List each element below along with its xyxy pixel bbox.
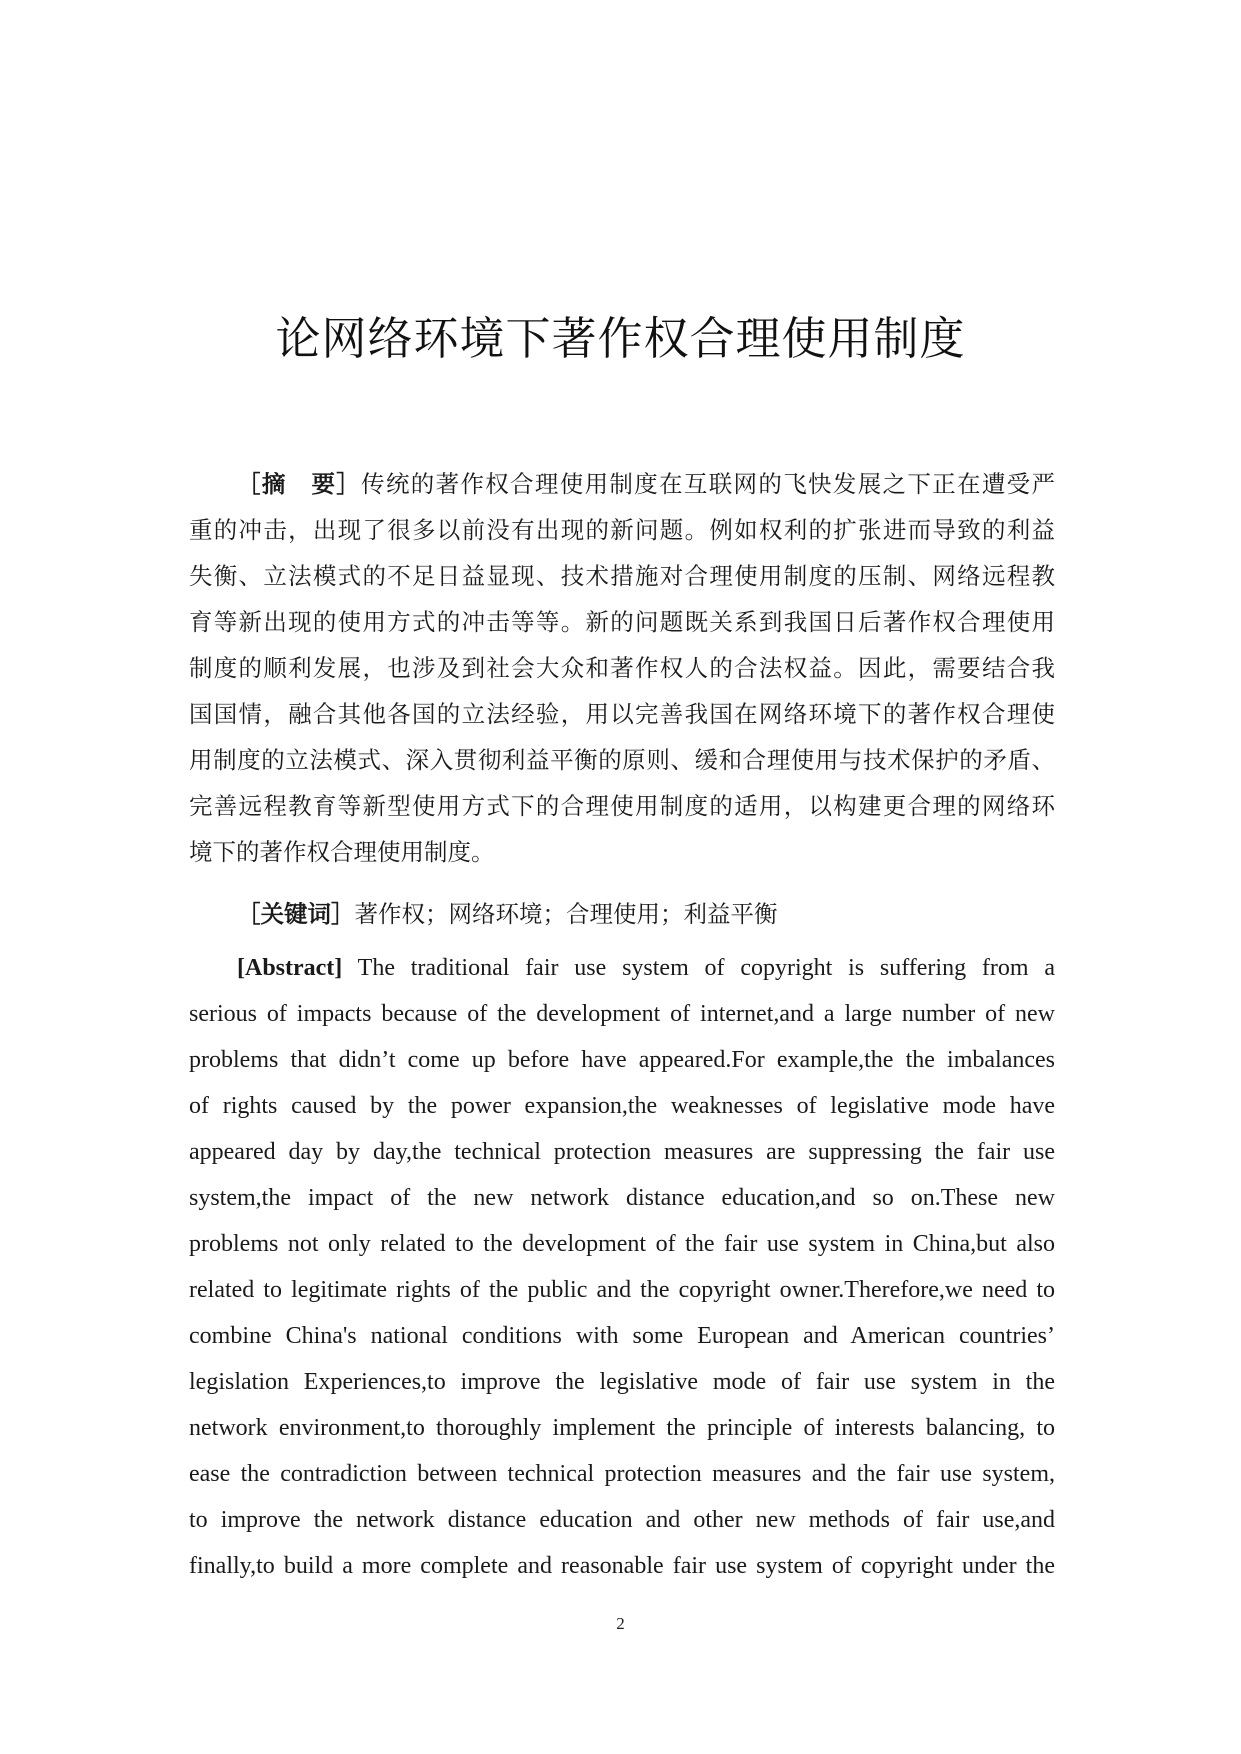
page-number: 2 (616, 1614, 625, 1633)
abstract-en-line: to improve the network distance education and other new methods of fair use,and (189, 1507, 1055, 1533)
abstract-cn-line: 失衡、立法模式的不足日益显现、技术措施对合理使用制度的压制、网络远程教 (189, 562, 1055, 590)
abstract-cn-line: 制度的顺利发展，也涉及到社会大众和著作权人的合法权益。因此，需要结合我 (189, 654, 1055, 682)
keywords-cn-line (237, 895, 778, 929)
abstract-en-line (237, 955, 1055, 982)
abstract-cn-line: 育等新出现的使用方式的冲击等等。新的问题既关系到我国日后著作权合理使用 (189, 608, 1055, 636)
abstract-cn-line: 完善远程教育等新型使用方式下的合理使用制度的适用，以构建更合理的网络环 (189, 792, 1055, 820)
abstract-en-line: problems that didn’t come up before have appeared.For example,the the imbalances (189, 1047, 1055, 1073)
page-title: 论网络环境下著作权合理使用制度 (275, 312, 966, 365)
abstract-cn-line: 重的冲击，出现了很多以前没有出现的新问题。例如权利的扩张进而导致的利益 (189, 516, 1055, 544)
abstract-en-line: problems not only related to the development of the fair use system in China,but also (189, 1231, 1055, 1257)
abstract-en-line: system,the impact of the new network distance education,and so on.These new (189, 1185, 1055, 1211)
abstract-cn-line: 国国情，融合其他各国的立法经验，用以完善我国在网络环境下的著作权合理使 (189, 700, 1055, 728)
abstract-cn-line (237, 465, 1055, 499)
abstract-en-line: ease the contradiction between technical protection measures and the fair use system, (189, 1461, 1055, 1487)
abstract-en-line: appeared day by day,the technical protection measures are suppressing the fair use (189, 1139, 1055, 1165)
abstract-en-label: [Abstract] (237, 955, 343, 981)
keywords-cn-label: ［关键词］ (237, 900, 355, 928)
abstract-cn-line-text: 传统的著作权合理使用制度在互联网的飞快发展之下正在遭受严 (361, 470, 1055, 498)
abstract-en-line: combine China's national conditions with some European and American countries’ (189, 1323, 1055, 1349)
abstract-cn-line: 用制度的立法模式、深入贯彻利益平衡的原则、缓和合理使用与技术保护的矛盾、 (189, 746, 1055, 774)
keywords-cn-text: 著作权；网络环境；合理使用；利益平衡 (354, 900, 778, 928)
abstract-en-line-text: The traditional fair use system of copyright is suffering from a (357, 955, 1055, 981)
abstract-en-line: related to legitimate rights of the public and the copyright owner.Therefore,we need to (189, 1277, 1055, 1303)
abstract-en-line: legislation Experiences,to improve the legislative mode of fair use system in the (189, 1369, 1055, 1395)
abstract-en-line: finally,to build a more complete and reasonable fair use system of copyright under the (189, 1553, 1055, 1579)
abstract-cn-label: ［摘 要］ (237, 470, 362, 498)
abstract-en-line: of rights caused by the power expansion,the weaknesses of legislative mode have (189, 1093, 1055, 1119)
abstract-en-line: serious of impacts because of the development of internet,and a large number of new (189, 1001, 1055, 1027)
abstract-cn-line: 境下的著作权合理使用制度。 (189, 838, 495, 866)
abstract-en-line: network environment,to thoroughly implement the principle of interests balancing, to (189, 1415, 1055, 1441)
